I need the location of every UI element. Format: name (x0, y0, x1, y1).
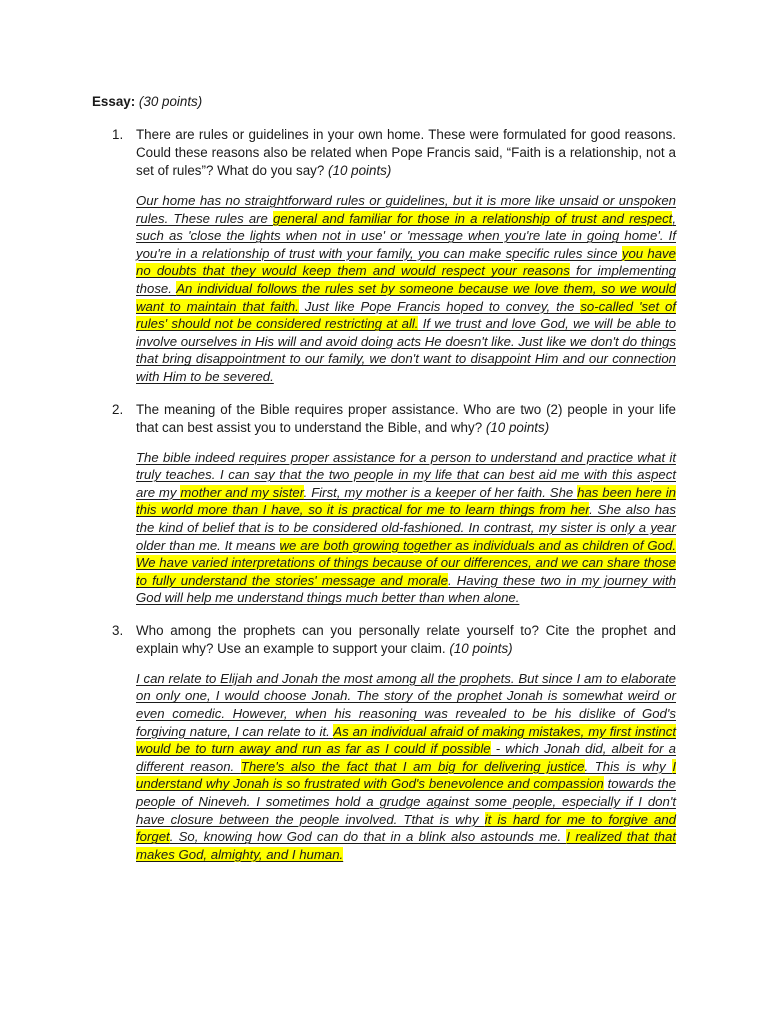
heading-title: Essay: (92, 94, 136, 109)
question-text: There are rules or guidelines in your own home. These were formulated for good reasons. Could these reasons also be related when Pope Francis said, “Faith is a relationship, not a set of rules”? What do you say? (10 points) (136, 127, 676, 178)
highlighted-text: An individual follows the rules set by someone because we love them, so we would want to maintain that faith. (136, 280, 676, 314)
highlighted-text: has been here in this world more than I have, so it is practical for me to learn things from her (136, 484, 677, 518)
highlighted-text: so-called 'set of rules' should not be considered restricting at all. (136, 298, 676, 332)
answer-text (136, 670, 676, 864)
highlighted-text: you have no doubts that they would keep them and would respect your reasons (136, 245, 676, 279)
answer-segment: Our home has no straightforward rules or guidelines, but it is more like unsaid or unspoken rules. These rules are (136, 193, 676, 226)
question-points: (10 points) (449, 640, 513, 656)
question-number: 3. (112, 622, 124, 638)
highlighted-text: As an individual afraid of making mistakes, my first instinct would be to turn away and run as far as I could if possible (136, 723, 676, 757)
highlighted-text: it is hard for me to forgive and forget (136, 811, 677, 845)
answer-segment: . First, my mother is a keeper of her faith. She (303, 484, 578, 500)
essay-heading (92, 93, 676, 110)
highlighted-text: I understand why Jonah is so frustrated with God's benevolence and compassion (136, 758, 676, 792)
question-number: 2. (112, 401, 124, 417)
answer-segment: . This is why (584, 758, 673, 774)
answer-text (136, 192, 676, 386)
answer-text (136, 449, 676, 607)
highlighted-text: There's also the fact that I am big for delivering justice (240, 758, 585, 774)
answer-segment: - which Jonah did, albeit for a different reason. (136, 741, 676, 774)
answer-segment: for implementing those. (136, 263, 676, 296)
highlighted-text: we are both growing together as individuals and as children of God. We have varied interpretations of things because of our differences, and we can share those to fully understand the stories' message and morale (136, 537, 676, 588)
answer-segment: . So, knowing how God can do that in a blink also astounds me. (169, 829, 567, 845)
heading-points: (30 points) (138, 94, 203, 109)
answer-segment: If we trust and love God, we will be able to involve ourselves in His will and avoid doing acts He doesn't like. Just like we don't do things that bring disappointment to our family, we don't want to disappoint Him and our connection with Him to be severed. (136, 316, 676, 384)
highlighted-text: mother and my sister (180, 484, 304, 500)
question-3 (92, 622, 676, 864)
highlighted-text: I realized that that makes God, almighty, and I human. (136, 829, 676, 862)
question-number: 1. (112, 127, 124, 142)
highlighted-text: general and familiar for those in a relationship of trust and respect (273, 210, 673, 226)
question-text: Who among the prophets can you personally relate yourself to? Cite the prophet and explain why? Use an example to support your claim. (10 points) (136, 622, 676, 656)
question-points: (10 points) (485, 419, 550, 435)
question-2 (92, 401, 676, 607)
answer-segment: I can relate to Elijah and Jonah the most among all the prophets. But since I am to elaborate on only one, I would choose Jonah. The story of the prophet Jonah is somewhat weird or even comedic. However, when his reasoning was revealed to be his dislike of God's forgiving nature, I can relate to it. (136, 670, 676, 739)
answer-segment: . She also has the kind of belief that is to be considered old-fashioned. In contrast, my sister is only a year older than me. It means (136, 502, 676, 553)
answer-segment: The bible indeed requires proper assistance for a person to understand and practice what it truly teaches. I can say that the two people in my life that can best aid me with this aspect are my (136, 449, 676, 500)
question-text: The meaning of the Bible requires proper assistance. Who are two (2) people in your life that can best assist you to understand the Bible, and why? (10 points) (136, 401, 676, 435)
answer-segment: towards the people of Nineveh. I sometimes hold a grudge against some people, especially if I don't have closure between the people involved. Tthat is why (136, 776, 676, 827)
question-points: (10 points) (328, 163, 392, 178)
question-1 (92, 126, 676, 386)
answer-segment: , such as 'close the lights when not in use' or 'message when you're late in going home'. If you're in a relationship of trust with your family, you can make specific rules since (136, 210, 676, 261)
answer-segment: . Having these two in my journey with God will help me understand things much better than when alone. (136, 572, 676, 606)
answer-segment: Just like Pope Francis hoped to convey, the (298, 298, 581, 314)
